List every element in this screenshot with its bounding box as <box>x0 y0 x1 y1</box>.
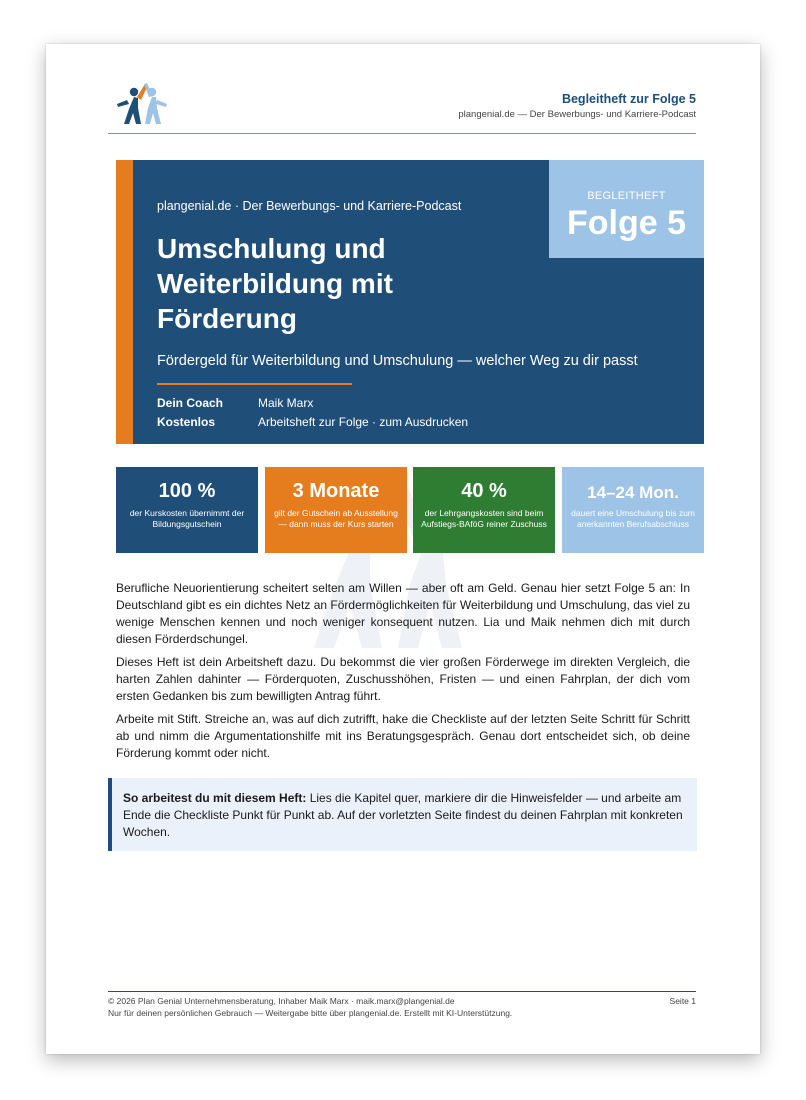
stat-value: 3 Monate <box>292 480 380 502</box>
badge-value: Folge 5 <box>566 204 687 242</box>
hero-accent-bar <box>116 160 133 444</box>
hero-divider <box>157 383 352 385</box>
hero-title: Umschulung und Weiterbildung mit Förderung <box>157 233 393 334</box>
stat-box <box>116 467 258 553</box>
meta-row-cost <box>157 415 468 429</box>
stat-value: 14–24 Mon. <box>587 483 679 502</box>
intro-paragraph: Dieses Heft ist dein Arbeitsheft dazu. Du bekommst die vier großen Förderwege im direkten Vergleich, die harten Zahlen dahinter — Förderquoten, Zuschusshöhen, Fristen — und einen Fahrplan, der dich vom ersten Gedanken bis zum bewilligten Antrag führt. <box>116 655 690 703</box>
info-callout <box>108 778 697 851</box>
header-info <box>458 92 696 120</box>
header-subtitle: plangenial.de — Der Bewerbungs- und Karriere-Podcast <box>458 109 696 120</box>
badge-label: BEGLEITHEFT <box>587 190 666 202</box>
stat-text: gilt der Gutschein ab Ausstellung — dann muss der Kurs starten <box>274 508 398 529</box>
meta-key: Dein Coach <box>157 396 224 410</box>
stat-box <box>413 467 555 553</box>
stat-text: der Lehrgangskosten sind beim Aufstiegs-BAföG reiner Zuschuss <box>421 508 547 529</box>
stat-box <box>265 467 407 553</box>
stat-box <box>562 467 704 553</box>
hero-subtitle: Fördergeld für Weiterbildung und Umschulung — welcher Weg zu dir passt <box>157 353 638 369</box>
hero-banner <box>116 160 704 444</box>
intro-paragraph: Berufliche Neuorientierung scheitert selten am Willen — aber oft am Geld. Genau hier setzt Folge 5 an: In Deutschland gibt es ein dichtes Netz an Fördermöglichkeiten für Weiterbildung und Umschulung, das viel zu wenige Menschen kennen und noch weniger konsequent nutzen. Lia und Maik nehmen dich mit durch diesen Förderdschungel. <box>116 581 690 646</box>
callout-accent-bar <box>108 778 112 851</box>
callout-body: Lies die Kapitel quer, markiere dir die Hinweisfelder — und arbeite am Ende die Checkliste Punkt für Punkt ab. Auf der vorletzten Seite findest du deinen Fahrplan mit konkreten Wochen. <box>123 791 683 839</box>
stat-value: 40 % <box>461 480 507 502</box>
meta-value: Arbeitsheft zur Folge · zum Ausdrucken <box>258 415 469 429</box>
stat-text: dauert eine Umschulung bis zum anerkannten Berufsabschluss <box>571 508 695 529</box>
intro-paragraph: Arbeite mit Stift. Streiche an, was auf dich zutrifft, hake die Checkliste auf der letzten Seite Schritt für Schritt ab und nimm die Argumentationshilfe mit ins Beratungsgespräch. Genau dort entscheidet sich, ob deine Förderung kommt oder nicht. <box>116 712 690 760</box>
stat-text: der Kurskosten übernimmt der Bildungsgutschein <box>129 508 245 529</box>
page-number: Seite 1 <box>669 996 696 1006</box>
footer-note: Nur für deinen persönlichen Gebrauch — Weitergabe bitte über plangenial.de. Erstellt mit KI-Unterstützung. <box>108 1008 513 1018</box>
footer-copyright: © 2026 Plan Genial Unternehmensberatung, Inhaber Maik Marx · maik.marx@plangenial.de <box>108 996 455 1006</box>
callout-lead: So arbeitest du mit diesem Heft: <box>123 791 307 805</box>
meta-row-coach <box>157 396 313 410</box>
meta-value: Maik Marx <box>258 396 314 410</box>
stat-value: 100 % <box>158 480 216 502</box>
callout-text <box>123 790 688 841</box>
meta-key: Kostenlos <box>157 415 216 429</box>
footer-divider <box>108 991 696 992</box>
hero-kicker: plangenial.de · Der Bewerbungs- und Karriere-Podcast <box>157 199 462 213</box>
episode-badge <box>549 160 704 258</box>
header-divider <box>108 133 696 134</box>
document-page <box>46 44 760 1054</box>
people-high-five-logo-icon <box>114 78 170 128</box>
header-title: Begleitheft zur Folge 5 <box>561 92 696 106</box>
